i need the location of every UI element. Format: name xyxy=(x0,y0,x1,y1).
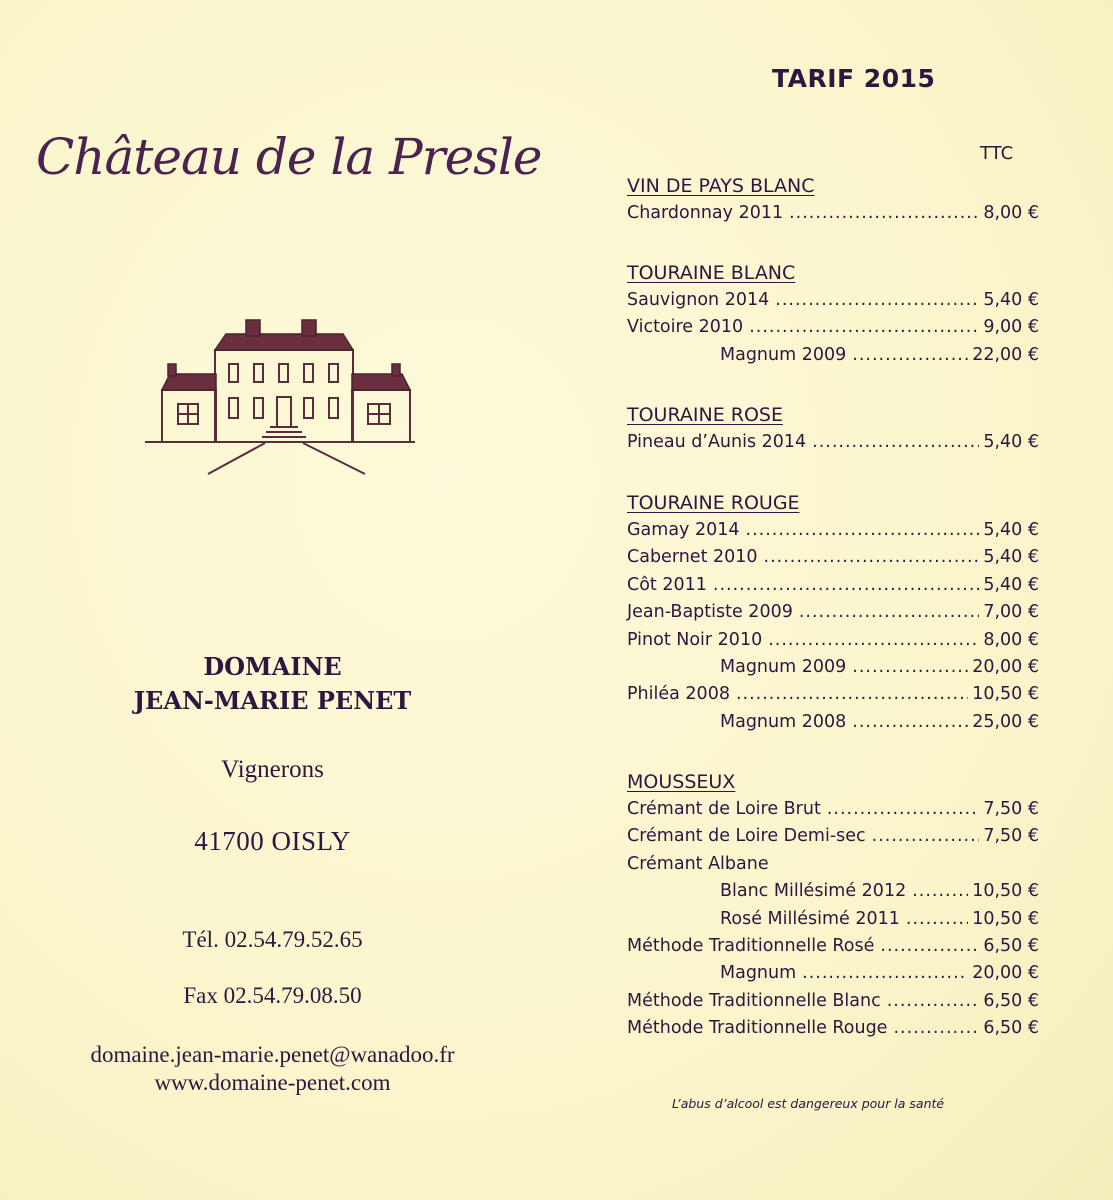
wine-name: Magnum 2009 xyxy=(720,344,847,365)
price-row xyxy=(627,681,1039,708)
chateau-illustration-icon xyxy=(140,312,420,482)
price-row xyxy=(627,988,1039,1015)
health-disclaimer: L’abus d’alcool est dangereux pour la santé xyxy=(672,1096,945,1111)
wine-price: 6,50 € xyxy=(983,1018,1039,1039)
wine-name: Magnum 2008 xyxy=(720,711,847,732)
dot-leader xyxy=(906,906,968,933)
dot-leader xyxy=(912,878,968,905)
wine-name: Pinot Noir 2010 xyxy=(627,629,763,650)
section-touraine-rouge xyxy=(627,490,1039,736)
section-vin-de-pays-blanc xyxy=(627,173,1039,227)
price-row xyxy=(627,544,1039,571)
wine-name: Crémant de Loire Brut xyxy=(627,799,821,819)
wine-name: Crémant Albane xyxy=(627,853,769,874)
price-row xyxy=(627,429,1039,456)
price-row xyxy=(627,796,1039,823)
dot-leader xyxy=(768,627,979,654)
wine-name: Méthode Traditionnelle Rosé xyxy=(627,935,875,956)
section-touraine-blanc xyxy=(627,260,1039,369)
price-row xyxy=(627,709,1039,736)
wine-price: 20,00 € xyxy=(972,963,1039,984)
wine-price: 25,00 € xyxy=(972,711,1039,732)
dot-leader xyxy=(749,314,979,341)
dot-leader xyxy=(827,796,980,823)
section-title: MOUSSEUX xyxy=(627,771,736,793)
dot-leader xyxy=(799,599,979,626)
vignerons-label: Vignerons xyxy=(221,756,324,783)
price-row xyxy=(627,906,1039,933)
section-title: TOURAINE ROUGE xyxy=(627,492,800,514)
dot-leader xyxy=(775,287,979,314)
fax: Fax 02.54.79.08.50 xyxy=(183,983,362,1008)
price-row xyxy=(627,851,1039,878)
wine-price: 8,00 € xyxy=(983,629,1039,650)
wine-price: 7,00 € xyxy=(983,602,1039,623)
dot-leader xyxy=(872,823,980,850)
wine-price: 7,50 € xyxy=(983,826,1039,847)
price-row xyxy=(627,314,1039,341)
wine-price: 9,00 € xyxy=(983,317,1039,338)
wine-name: Méthode Traditionnelle Rouge xyxy=(627,1018,888,1039)
price-row xyxy=(627,572,1039,599)
domaine-title-line1: DOMAINE xyxy=(203,652,342,681)
website-link[interactable]: www.domaine-penet.com xyxy=(154,1070,391,1095)
price-row xyxy=(627,200,1039,227)
wine-name: Méthode Traditionnelle Blanc xyxy=(627,990,881,1011)
section-title: TOURAINE BLANC xyxy=(627,262,796,284)
dot-leader xyxy=(852,654,968,681)
wine-name: Magnum 2009 xyxy=(720,656,847,677)
wine-name: Chardonnay 2011 xyxy=(627,203,784,223)
dot-leader xyxy=(852,342,968,369)
dot-leader xyxy=(713,572,979,599)
price-row xyxy=(627,517,1039,544)
wine-name: Pineau d’Aunis 2014 xyxy=(627,432,807,452)
dot-leader xyxy=(746,517,980,544)
wine-price: 22,00 € xyxy=(972,344,1039,365)
domaine-title-line2: JEAN-MARIE PENET xyxy=(133,686,412,715)
price-row xyxy=(627,654,1039,681)
section-title: TOURAINE ROSE xyxy=(627,404,783,426)
dot-leader xyxy=(764,544,980,571)
price-row xyxy=(627,878,1039,905)
address: 41700 OISLY xyxy=(194,826,351,856)
dot-leader xyxy=(812,429,979,456)
price-row xyxy=(627,599,1039,626)
wine-name: Sauvignon 2014 xyxy=(627,290,770,310)
telephone: Tél. 02.54.79.52.65 xyxy=(182,927,363,952)
price-row xyxy=(627,960,1039,987)
price-row xyxy=(627,627,1039,654)
wine-name: Côt 2011 xyxy=(627,574,707,595)
price-row xyxy=(627,823,1039,850)
wine-price: 7,50 € xyxy=(983,799,1039,819)
dot-leader xyxy=(887,988,980,1015)
wine-name: Magnum xyxy=(720,963,797,984)
wine-price: 8,00 € xyxy=(983,203,1039,223)
wine-name: Jean-Baptiste 2009 xyxy=(627,602,793,623)
wine-price: 20,00 € xyxy=(972,656,1039,677)
dot-leader xyxy=(852,709,968,736)
wine-name: Philéa 2008 xyxy=(627,684,730,705)
wine-name: Cabernet 2010 xyxy=(627,547,758,568)
section-title: VIN DE PAYS BLANC xyxy=(627,175,815,197)
dot-leader xyxy=(802,960,968,987)
wine-name: Victoire 2010 xyxy=(627,317,744,338)
section-mousseux xyxy=(627,769,1039,1043)
section-touraine-rose xyxy=(627,402,1039,456)
wine-price: 5,40 € xyxy=(983,520,1039,540)
wine-name: Gamay 2014 xyxy=(627,520,740,540)
wine-name: Blanc Millésimé 2012 xyxy=(720,881,907,902)
wine-price: 10,50 € xyxy=(972,908,1039,929)
wine-price: 5,40 € xyxy=(983,432,1039,452)
wine-price: 6,50 € xyxy=(983,935,1039,956)
price-row xyxy=(627,933,1039,960)
dot-leader xyxy=(736,681,968,708)
wine-price: 6,50 € xyxy=(983,990,1039,1011)
email-link[interactable]: domaine.jean-marie.penet@wanadoo.fr xyxy=(90,1042,455,1067)
wine-name: Crémant de Loire Demi-sec xyxy=(627,826,866,847)
page-title: TARIF 2015 xyxy=(772,64,936,93)
price-row xyxy=(627,287,1039,314)
wine-price: 10,50 € xyxy=(972,684,1039,705)
dot-leader xyxy=(880,933,979,960)
dot-leader xyxy=(893,1015,979,1042)
ttc-header: TTC xyxy=(980,143,1014,164)
wine-name: Rosé Millésimé 2011 xyxy=(720,908,900,929)
chateau-logo-text: Château de la Presle xyxy=(36,128,542,186)
wine-price: 5,40 € xyxy=(983,290,1039,310)
wine-price: 5,40 € xyxy=(983,547,1039,568)
price-row xyxy=(627,342,1039,369)
dot-leader xyxy=(789,200,979,227)
price-row xyxy=(627,1015,1039,1042)
wine-price: 10,50 € xyxy=(972,881,1039,902)
wine-price: 5,40 € xyxy=(983,574,1039,595)
